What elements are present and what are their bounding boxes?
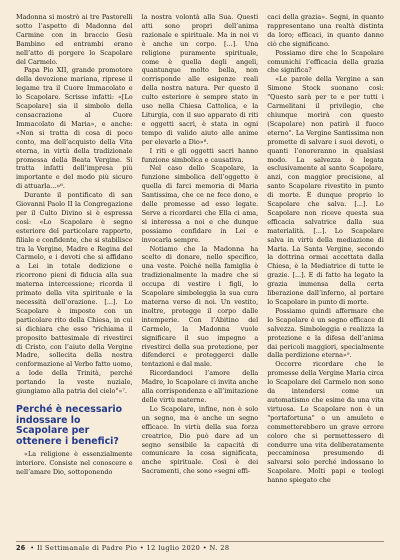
section-heading: Perché è necessario indossare lo Scapolare per ottenere i benefici? <box>16 403 123 447</box>
paragraph: Possiamo quindi affermare che lo Scapolare è un segno efficace di salvezza. Simboleggia e realizza la protezione e la difesa dell’anima dai pericoli maggiori, specialmente dalla perdizione eterna»⁹. <box>267 306 384 360</box>
paragraph: «Le parole della Vergine a san Simone Stock suonano così: "Questo sarà per te e per tutti i Carmelitani il privilegio, che chiunque morirà con questo (Scapolare) non patirà il fuoco eterno". La Vergine Santissima non promette di salvare i suoi devoti, o quanti l’onoreranno in qualsiasi modo. La salvezza è legata esclusivamente al santo Scapolare, anzi, con maggior precisione, al santo Scapolare rivestito in punto di morte. È dunque proprio lo Scapolare che salva. [...]. Lo Scapolare non riceve questa sua efficacia salvatrice dalla sua materialità. [...]. Lo Scapolare salva in virtù della mediazione di Maria. La Santa Vergine, secondo la dottrina ormai accettata dalla Chiesa, è la Mediatrice di tutte le grazie. [...]. E di fatto ha legato la grazia immensa della certa liberazione dall’inferno, al portare lo Scapolare in punto di morte. <box>267 75 384 306</box>
paragraph: Occorre ricordare che le promesse della Vergine Maria circa lo Scapolare del Carmelo non sono da intendersi come un automatismo che esime da una vita virtuosa. Lo Scapolare non è un "portafortuna" o un amuleto e commetterebbero un grave errore coloro che si permettessero di condurre una vita deliberatamente peccaminosa presumendo di salvarsi solo perché indossano lo Scapolare. Molti papi e teologi hanno spiegato che <box>267 360 384 485</box>
paragraph: «La religione è essenzialmente interiore. Consiste nel conoscere e nell’amare Dio, sottoponendo <box>16 450 133 477</box>
paragraph: Lo Scapolare, infine, non è solo un segno, ma è anche un segno efficace. In virtù della sua forza creatrice, Dio può dare ad un segno sensibile la capacità di comunicare la cosa significata, anche spirituale. Così è dei Sacramenti, che sono «segni effi- <box>141 404 259 476</box>
paragraph: Durante il pontificato di san Giovanni Paolo II la Congregazione per il Culto Divino si è espressa così: «Lo Scapolare è segno esteriore del particolare rapporto, filiale e confidente, che si stabilisce tra la Vergine, Madre e Regina del Carmelo, e i devoti che si affidano a Lei in totale dedizione e ricorrono pieni di fiducia alla sua materna intercessione; ricorda il primato della vita spirituale e la necessità dell’orazione. [...]. Lo Scapolare è imposto con un particolare rito della Chiesa, in cui si dichiara che esso "richiama il proposito battesimale di rivestirci di Cristo, con l’aiuto della Vergine Madre, sollecita della nostra conformazione al Verbo fatto uomo, a lode della Trinità, perché portando la veste nuziale, giungiamo alla patria del cielo"»⁷. <box>16 191 133 396</box>
paragraph: caci della grazia». Segni, in quanto rappresentano una realtà distinta da loro; efficaci, in quanto danno ciò che significano. <box>267 13 384 48</box>
text-column-1 <box>16 13 133 540</box>
paragraph: Papa Pio XII, grande promotore della devozione mariana, riprese il legame tra il Cuore Immacolato e lo Scapolare. Scrisse infatti: «[Lo Scapolare] sia il simbolo della consacrazione al Cuore Immacolato di Maria», e anche: «Non si tratta di cosa di poco conto, ma dell’acquisto della Vita eterna, in virtù della tradizionale promessa della Beata Vergine. Si tratta infatti dell’impresa più importante e del modo più sicuro di attuarla...»⁶. <box>16 66 133 191</box>
text-column-2 <box>142 13 259 540</box>
paragraph: Ricordandoci l’amore della Madre, lo Scapolare ci invita anche alla corrispondenza e all’imitazione delle virtù materne. <box>141 369 259 404</box>
paragraph: Possiamo dire che lo Scapolare comunichi l’efficacia della grazia che significa? <box>267 48 384 75</box>
page-number: 26 <box>16 544 26 552</box>
paragraph: Madonna si mostrò ai tre Pastorelli sotto l’aspetto di Madonna del Carmine con in braccio Gesù Bambino ed entrambi erano nell’atto di porgere lo Scapolare del Carmelo. <box>16 13 133 66</box>
paragraph: Notiamo che la Madonna ha scelto di donare, nello specifico, una veste. Poiché nella famiglia è tradizionalmente la madre che si occupa di vestire i figli, lo Scapolare simboleggia la sua cura materna verso di noi. Un vestito, inoltre, protegge il corpo dalle intemperie. Con l’Abitino del Carmelo, la Madonna vuole significare il suo impegno a rivestirci della sua protezione, per difenderci e proteggerci dalle tentazioni e dal male. <box>141 244 259 369</box>
paragraph: Nel caso dello Scapolare, la funzione simbolica dell’oggetto è quella di farci memoria di Maria Santissima, che ce ne fece dono, e delle promesse ad esso legate. Serve a ricordarci che Ella ci ama, si interessa a noi e che dunque possiamo confidare in Lei e invocarla sempre. <box>141 164 259 244</box>
paragraph: la nostra volontà alla Sua. Questi atti sono propri dell’anima razionale e spirituale. Ma in noi vi è anche un corpo. [...]. Una religione puramente spirituale, come è quella degli angeli, quantunque molto bella, non corrisponde alle esigenze reali della nostra natura. Per questo il culto esteriore è sempre stato in uso nella Chiesa Cattolica, e la Liturgia, con il suo apparato di riti e oggetti sacri, è stata in ogni tempo di valido aiuto alle anime per elevarle a Dio»⁸. <box>141 13 259 146</box>
page-footer <box>16 541 384 554</box>
text-column-3 <box>267 13 384 540</box>
article-body <box>16 13 384 540</box>
publication-info: • Il Settimanale di Padre Pio • 12 luglio 2020 • N. 28 <box>30 544 230 552</box>
paragraph: I riti e gli oggetti sacri hanno funzione simbolica e causativa. <box>141 146 259 164</box>
